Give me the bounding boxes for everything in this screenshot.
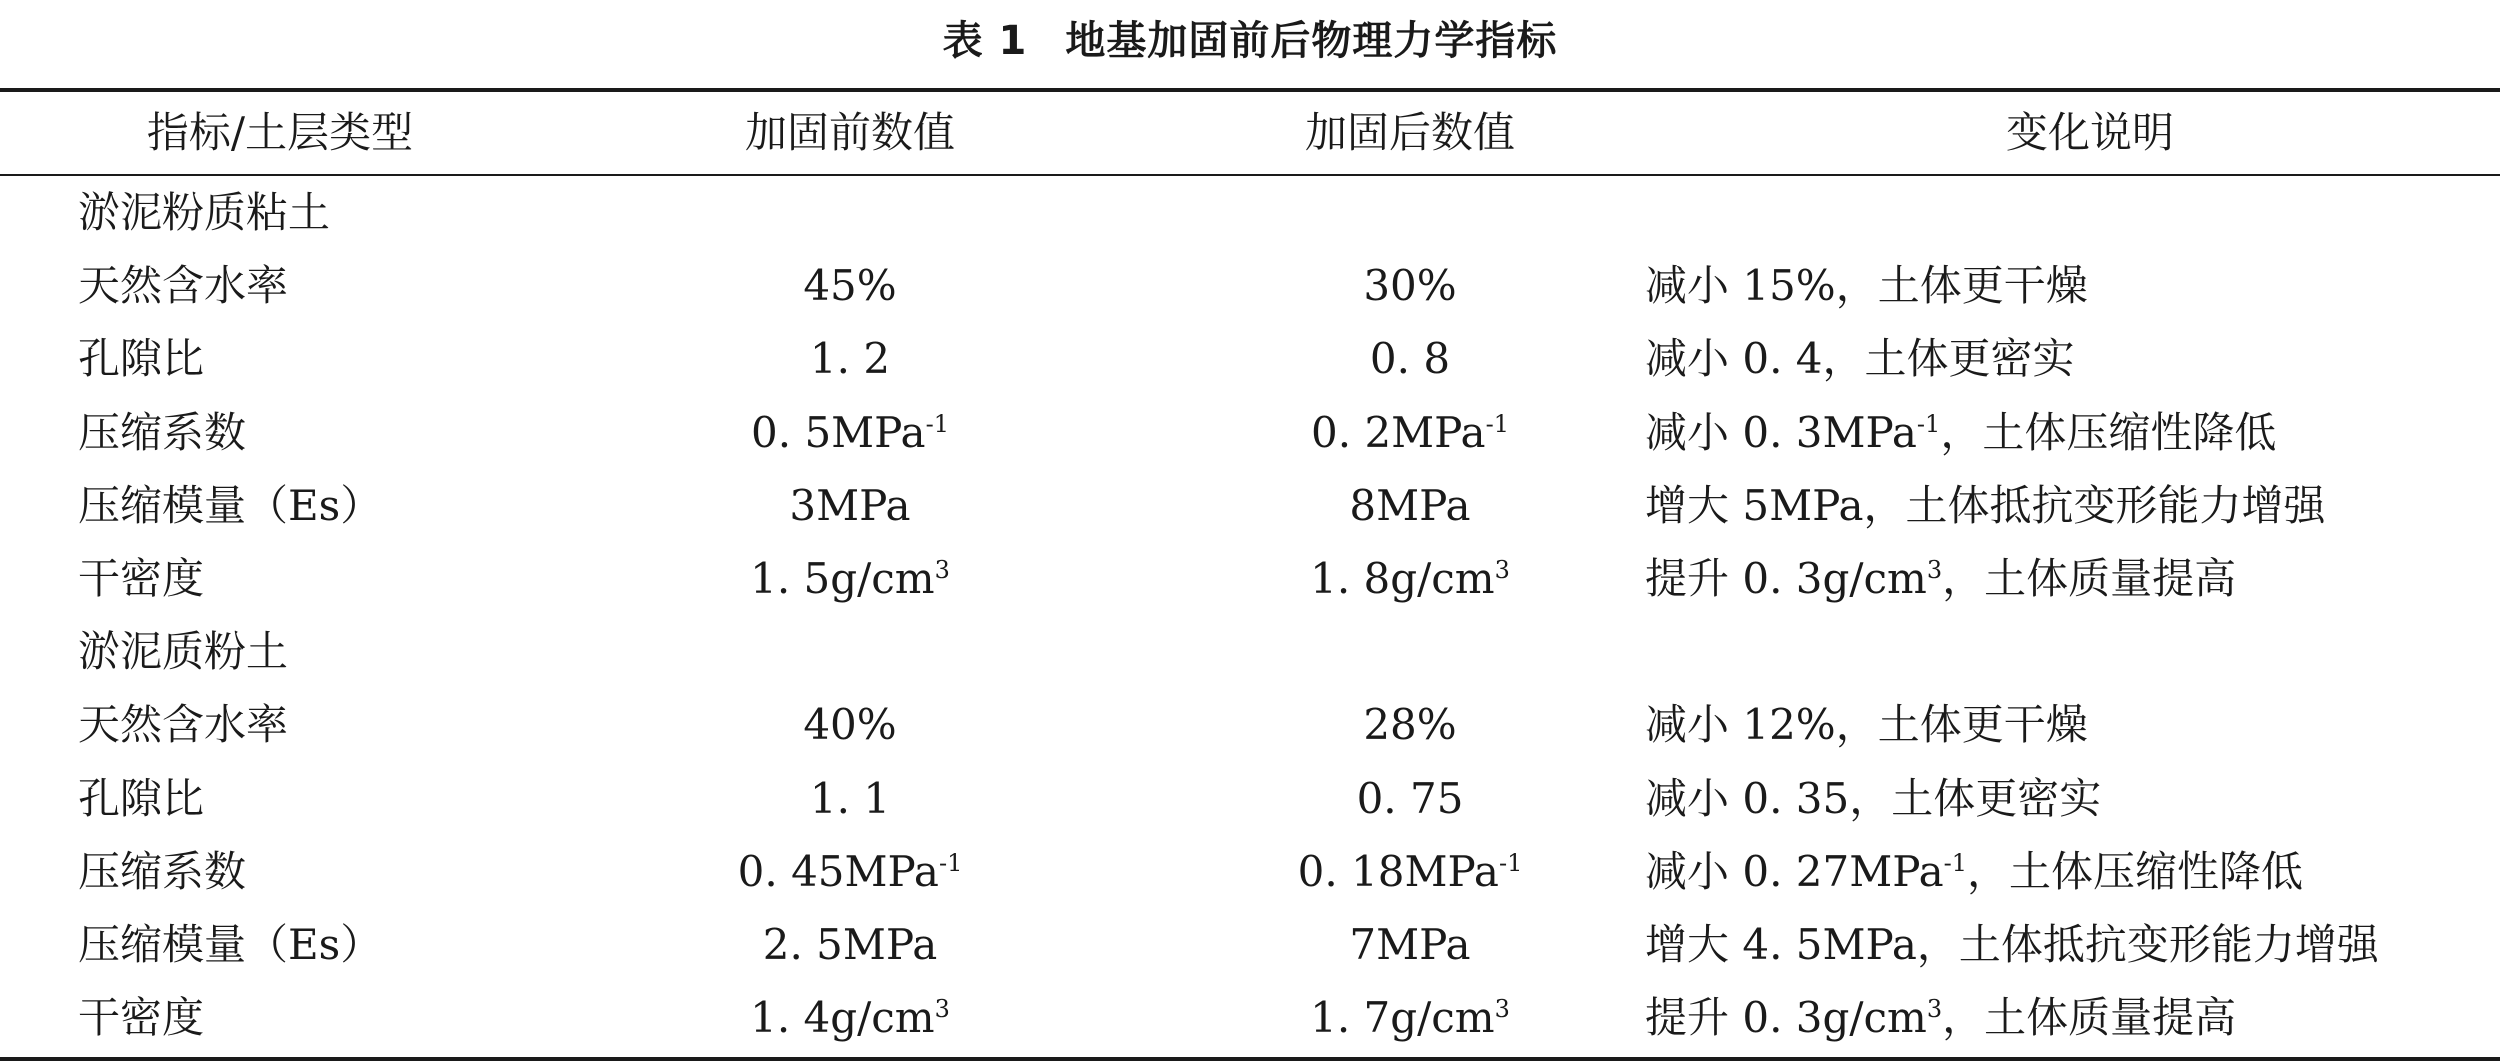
change-note-tail: ，土体压缩性降低 xyxy=(1940,407,2277,457)
table-row xyxy=(0,908,2500,981)
change-note-exponent: 3 xyxy=(1926,995,1943,1024)
change-note-tail: ，土体压缩性降低 xyxy=(1967,846,2304,896)
before-value: 1. 2 xyxy=(809,334,891,384)
header-after: 加固后数值 xyxy=(1304,108,1515,157)
after-value: 0. 75 xyxy=(1356,773,1464,823)
before-value-text: 1. 4g/cm xyxy=(750,993,935,1043)
before-value-text: 0. 5MPa xyxy=(751,407,926,457)
indicator-name: 压缩系数 xyxy=(78,846,247,896)
after-value: 7MPa xyxy=(1349,919,1471,969)
change-note-tail: ，土体质量提高 xyxy=(1942,553,2237,603)
group-name: 淤泥粉质粘土 xyxy=(78,188,331,237)
header-indicator: 指标/土层类型 xyxy=(146,108,414,157)
after-value xyxy=(1140,542,1680,615)
indicator-name: 天然含水率 xyxy=(78,700,289,750)
change-note: 减小 0. 35，土体更密实 xyxy=(1645,773,2102,823)
before-value-exponent: -1 xyxy=(938,848,963,877)
before-value: 3MPa xyxy=(789,480,911,530)
after-value: 28% xyxy=(1363,700,1457,750)
after-value-text: 1. 7g/cm xyxy=(1310,993,1495,1043)
table-row xyxy=(0,469,2500,542)
change-note: 减小 12%，土体更干燥 xyxy=(1645,700,2088,750)
before-value-text: 1. 5g/cm xyxy=(750,553,935,603)
change-note: 增大 4. 5MPa，土体抵抗变形能力增强 xyxy=(1645,919,2379,969)
before-value xyxy=(560,396,1140,469)
table-row xyxy=(0,396,2500,469)
group-row xyxy=(0,615,2500,688)
indicator-name: 压缩模量（Es） xyxy=(78,480,383,530)
table-row xyxy=(0,835,2500,908)
group-row xyxy=(0,176,2500,249)
change-note-tail: ，土体质量提高 xyxy=(1942,993,2237,1043)
before-value: 1. 1 xyxy=(809,773,891,823)
change-note xyxy=(1645,835,2303,908)
table-body xyxy=(0,176,2500,1054)
after-value-exponent: 3 xyxy=(1494,555,1510,584)
after-value: 30% xyxy=(1363,261,1457,311)
indicator-name: 干密度 xyxy=(78,553,205,603)
table-row xyxy=(0,322,2500,395)
header-change: 变化说明 xyxy=(2005,108,2174,157)
change-note-exponent: -1 xyxy=(1916,409,1941,438)
before-value xyxy=(560,835,1140,908)
change-note-text: 减小 0. 3MPa xyxy=(1645,407,1917,457)
before-value: 40% xyxy=(803,700,897,750)
after-value xyxy=(1140,835,1680,908)
after-value xyxy=(1140,981,1680,1054)
change-note: 减小 15%，土体更干燥 xyxy=(1645,261,2088,311)
indicator-name: 孔隙比 xyxy=(78,334,205,384)
table-row xyxy=(0,542,2500,615)
before-value-text: 0. 45MPa xyxy=(737,846,939,896)
change-note-exponent: 3 xyxy=(1926,555,1943,584)
change-note-text: 提升 0. 3g/cm xyxy=(1645,553,1927,603)
table-title xyxy=(0,0,2500,82)
change-note xyxy=(1645,981,2236,1054)
change-note-text: 减小 0. 27MPa xyxy=(1645,846,1944,896)
before-value-exponent: -1 xyxy=(925,409,949,438)
indicator-name: 孔隙比 xyxy=(78,773,205,823)
bottom-rule xyxy=(0,1057,2500,1061)
table-row xyxy=(0,981,2500,1054)
before-value xyxy=(560,981,1140,1054)
after-value-text: 0. 2MPa xyxy=(1311,407,1486,457)
indicator-name: 压缩系数 xyxy=(78,407,247,457)
indicator-name: 压缩模量（Es） xyxy=(78,919,383,969)
after-value-exponent: -1 xyxy=(1498,848,1523,877)
table-row xyxy=(0,249,2500,322)
header-before: 加固前数值 xyxy=(744,108,955,157)
indicator-name: 天然含水率 xyxy=(78,261,289,311)
change-note-exponent: -1 xyxy=(1943,848,1968,877)
after-value: 8MPa xyxy=(1349,480,1471,530)
table-row xyxy=(0,688,2500,761)
after-value-exponent: 3 xyxy=(1494,995,1510,1024)
table-number: 表 1 xyxy=(942,18,1028,64)
before-value xyxy=(560,542,1140,615)
before-value-exponent: 3 xyxy=(934,995,950,1024)
change-note xyxy=(1645,396,2276,469)
indicator-name: 干密度 xyxy=(78,993,205,1043)
before-value: 45% xyxy=(803,261,897,311)
table-title-text: 地基加固前后物理力学指标 xyxy=(1065,18,1558,64)
change-note-text: 提升 0. 3g/cm xyxy=(1645,993,1927,1043)
after-value-text: 0. 18MPa xyxy=(1297,846,1499,896)
after-value xyxy=(1140,396,1680,469)
before-value: 2. 5MPa xyxy=(762,919,938,969)
group-name: 淤泥质粉土 xyxy=(78,627,289,677)
change-note: 增大 5MPa，土体抵抗变形能力增强 xyxy=(1645,480,2326,530)
before-value-exponent: 3 xyxy=(934,555,950,584)
change-note: 减小 0. 4，土体更密实 xyxy=(1645,334,2075,384)
table-header xyxy=(0,92,2500,174)
after-value-exponent: -1 xyxy=(1485,409,1509,438)
table-row xyxy=(0,762,2500,835)
after-value-text: 1. 8g/cm xyxy=(1310,553,1495,603)
after-value: 0. 8 xyxy=(1369,334,1451,384)
change-note xyxy=(1645,542,2236,615)
